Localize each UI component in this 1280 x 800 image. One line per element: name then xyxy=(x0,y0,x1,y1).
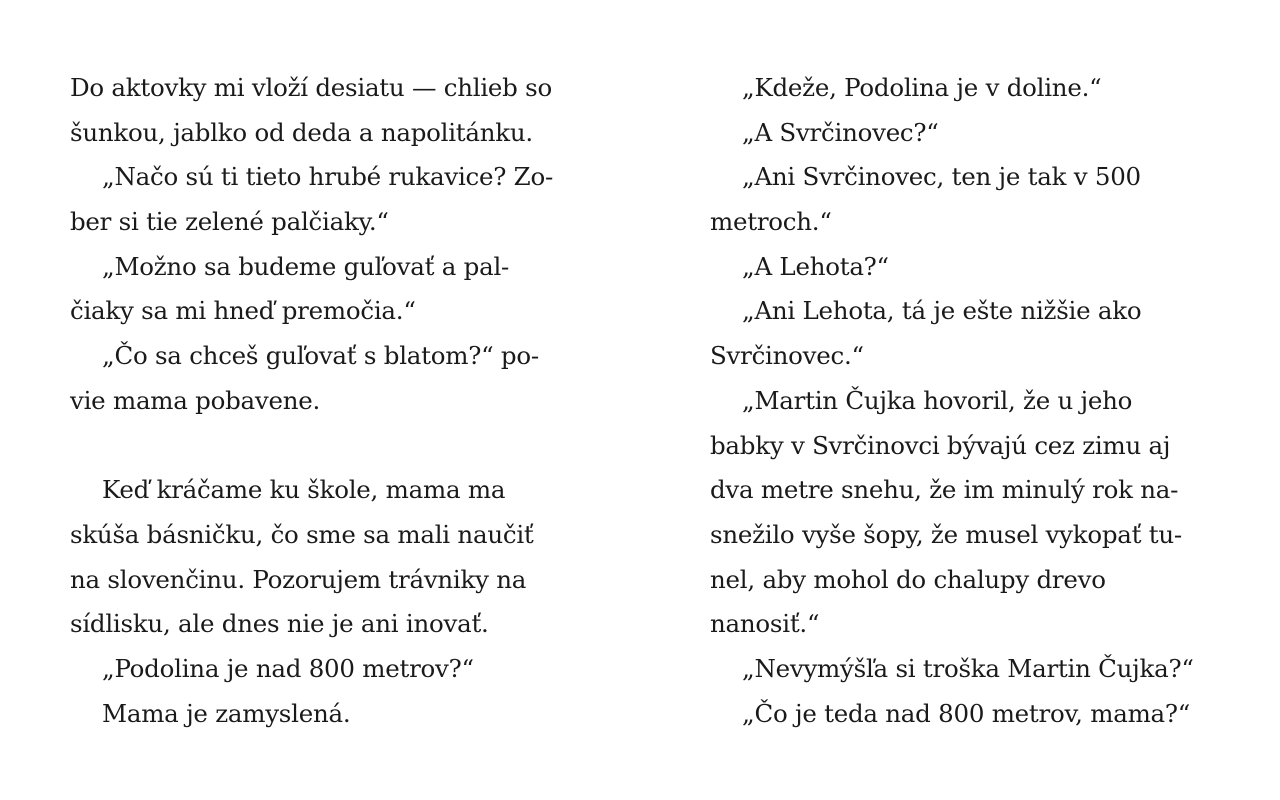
text-line: čiaky sa mi hneď premočia.“ xyxy=(70,296,416,326)
text-line: snežilo vyše šopy, že musel vykopať tu- xyxy=(710,519,1182,549)
text-line: „A Svrčinovec?“ xyxy=(742,117,939,147)
text-line: dva metre snehu, že im minulý rok na- xyxy=(710,475,1179,505)
text-line: „Načo sú ti tieto hrubé rukavice? Zo- xyxy=(102,162,553,192)
text-line: „Ani Lehota, tá je ešte nižšie ako xyxy=(742,296,1142,326)
text-line: „Podolina je nad 800 metrov?“ xyxy=(102,653,474,683)
text-line: „Nevymýšľa si troška Martin Čujka?“ xyxy=(742,653,1194,683)
text-line: „Ani Svrčinovec, ten je tak v 500 xyxy=(742,162,1141,192)
left-page-column xyxy=(70,66,590,736)
text-line: sídlisku, ale dnes nie je ani inovať. xyxy=(70,609,489,639)
section-break xyxy=(70,424,590,469)
text-line: „Čo je teda nad 800 metrov, mama?“ xyxy=(742,698,1191,728)
text-line: Mama je zamyslená. xyxy=(102,698,351,728)
text-line: Do aktovky mi vloží desiatu — chlieb so xyxy=(70,73,552,102)
text-line: metroch.“ xyxy=(710,207,832,237)
right-page-column xyxy=(710,66,1230,736)
text-line: „A Lehota?“ xyxy=(742,251,889,281)
text-line: na slovenčinu. Pozorujem trávniky na xyxy=(70,564,527,594)
text-line: skúša básničku, čo sme sa mali naučiť xyxy=(70,519,534,549)
text-line: babky v Svrčinovci bývajú cez zimu aj xyxy=(710,430,1171,460)
text-line: Keď kráčame ku škole, mama ma xyxy=(102,475,506,505)
text-line: šunkou, jablko od deda a napolitánku. xyxy=(70,117,533,147)
text-line: nanosiť.“ xyxy=(710,609,820,639)
text-line: „Kdeže, Podolina je v doline.“ xyxy=(742,73,1102,102)
text-line: „Možno sa budeme guľovať a pal- xyxy=(102,251,510,281)
text-line: vie mama pobavene. xyxy=(70,385,321,415)
text-line: „Martin Čujka hovoril, že u jeho xyxy=(742,385,1133,415)
text-line: ber si tie zelené palčiaky.“ xyxy=(70,207,389,237)
text-line: Svrčinovec.“ xyxy=(710,341,864,371)
text-line: „Čo sa chceš guľovať s blatom?“ po- xyxy=(102,341,539,371)
text-line: nel, aby mohol do chalupy drevo xyxy=(710,564,1106,594)
